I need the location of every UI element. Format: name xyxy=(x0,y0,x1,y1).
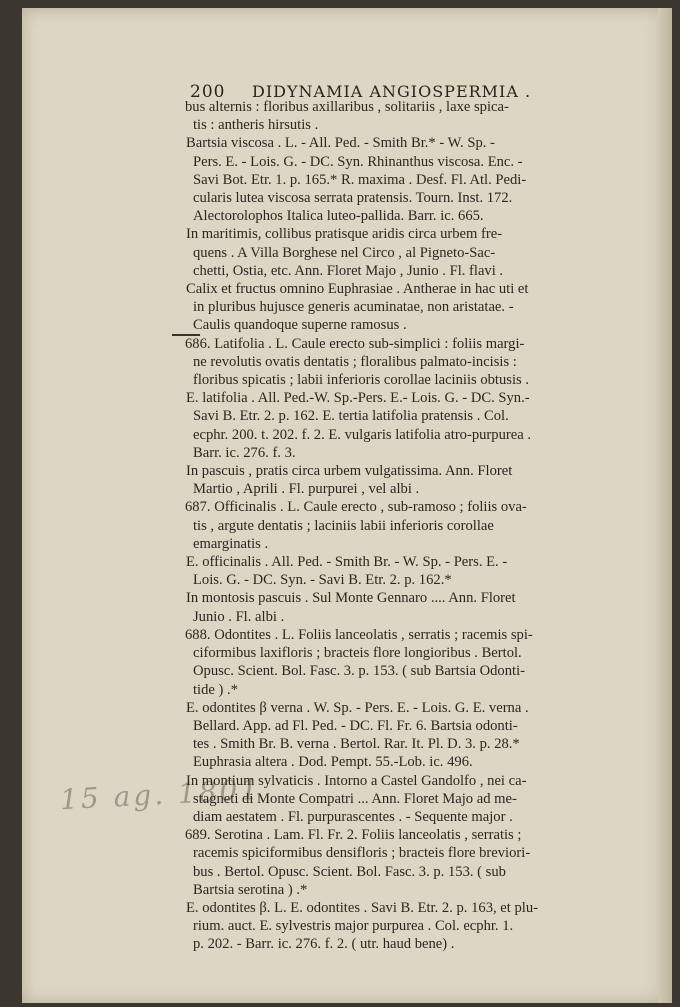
text-line: Martio , Aprili . Fl. purpurei , vel albi . xyxy=(193,481,420,498)
text-line: Bartsia viscosa . L. - All. Ped. - Smith Br.* - W. Sp. - xyxy=(186,135,495,152)
text-line: Alectorolophos Italica luteo-pallida. Barr. ic. 665. xyxy=(193,208,484,225)
text-line: Savi Bot. Etr. 1. p. 165.* R. maxima . Desf. Fl. Atl. Pedi- xyxy=(193,171,527,188)
text-line: Bellard. App. ad Fl. Ped. - DC. Fl. Fr. 6. Bartsia odonti- xyxy=(193,717,518,734)
text-line: E. officinalis . All. Ped. - Smith Br. - W. Sp. - Pers. E. - xyxy=(186,554,508,571)
text-line: cularis lutea viscosa serrata pratensis. Tourn. Inst. 172. xyxy=(193,190,513,207)
text-line: In montium sylvaticis . Intorno a Castel Gandolfo , nei ca- xyxy=(186,772,527,789)
text-line: rium. auct. E. sylvestris major purpurea . Col. ecphr. 1. xyxy=(193,918,514,935)
text-line: floribus spicatis ; labii inferioris corollae laciniis obtusis . xyxy=(193,372,529,389)
page-body-text xyxy=(185,98,645,954)
text-line: ne revolutis ovatis dentatis ; floralibus palmato-incisis : xyxy=(193,353,517,370)
text-line: diam aestatem . Fl. purpurascentes . - Sequente major . xyxy=(193,808,513,825)
species-entry-687: 687. Officinalis . L. Caule erecto , sub-ramoso ; foliis ova- xyxy=(185,499,527,516)
text-line: quens . A Villa Borghese nel Circo , al Pigneto-Sac- xyxy=(193,244,496,261)
text-line: E. odontites β. L. E. odontites . Savi B. Etr. 2. p. 163, et plu- xyxy=(186,899,538,916)
page-edge xyxy=(658,8,672,1003)
text-line: Barr. ic. 276. f. 3. xyxy=(193,444,296,461)
text-line: Junio . Fl. albi . xyxy=(193,608,285,625)
text-line: In montosis pascuis . Sul Monte Gennaro .... Ann. Floret xyxy=(186,590,516,607)
text-line: Caulis quandoque superne ramosus . xyxy=(193,317,407,334)
margin-handwritten-note: 15 ag. 1801 xyxy=(59,772,262,817)
species-entry-688: 688. Odontites . L. Foliis lanceolatis , serratis ; racemis spi- xyxy=(185,626,533,643)
text-line: ciformibus laxifloris ; bracteis flore longioribus . Bertol. xyxy=(193,645,522,662)
text-line: bus . Bertol. Opusc. Scient. Bol. Fasc. 3. p. 153. ( sub xyxy=(193,863,506,880)
text-line: In maritimis, collibus pratisque aridis circa urbem fre- xyxy=(186,226,503,243)
running-title: DIDYNAMIA ANGIOSPERMIA . xyxy=(252,82,532,101)
species-entry-689: 689. Serotina . Lam. Fl. Fr. 2. Foliis lanceolatis , serratis ; xyxy=(185,827,522,844)
text-line: Lois. G. - DC. Syn. - Savi B. Etr. 2. p. 162.* xyxy=(193,572,452,589)
text-line: Bartsia serotina ) .* xyxy=(193,881,308,898)
text-line: racemis spiciformibus densifloris ; bracteis flore breviori- xyxy=(193,845,531,862)
text-line: ecphr. 200. t. 202. f. 2. E. vulgaris latifolia atro-purpurea . xyxy=(193,426,531,443)
text-line: tis , argute dentatis ; laciniis labii inferioris corollae xyxy=(193,517,494,534)
text-line: chetti, Ostia, etc. Ann. Floret Majo , Junio . Fl. flavi . xyxy=(193,262,504,279)
text-line: Opusc. Scient. Bol. Fasc. 3. p. 153. ( sub Bartsia Odonti- xyxy=(193,663,525,680)
text-line: Calix et fructus omnino Euphrasiae . Antherae in hac uti et xyxy=(186,281,529,298)
text-line: stagneti di Monte Compatri ... Ann. Floret Majo ad me- xyxy=(193,790,517,807)
page-number: 200 xyxy=(190,82,226,102)
text-line: Savi B. Etr. 2. p. 162. E. tertia latifolia pratensis . Col. xyxy=(193,408,509,425)
text-line: E. latifolia . All. Ped.-W. Sp.-Pers. E.- Lois. G. - DC. Syn.- xyxy=(186,390,530,407)
text-line: p. 202. - Barr. ic. 276. f. 2. ( utr. haud bene) . xyxy=(193,936,455,953)
text-line: in pluribus hujusce generis acuminatae, non aristatae. - xyxy=(193,299,514,316)
text-line: Pers. E. - Lois. G. - DC. Syn. Rhinanthus viscosa. Enc. - xyxy=(193,153,523,170)
text-line: Euphrasia altera . Dod. Pempt. 55.-Lob. ic. 496. xyxy=(193,754,473,771)
text-line: In pascuis , pratis circa urbem vulgatissima. Ann. Floret xyxy=(186,463,513,480)
text-line: tide ) .* xyxy=(193,681,238,698)
text-line: emarginatis . xyxy=(193,535,269,552)
text-line: tis : antheris hirsutis . xyxy=(193,117,319,134)
text-line: bus alternis : floribus axillaribus , solitariis , laxe spica- xyxy=(185,99,509,115)
text-line: E. odontites β verna . W. Sp. - Pers. E. - Lois. G. E. verna . xyxy=(186,699,529,716)
text-line: tes . Smith Br. B. verna . Bertol. Rar. It. Pl. D. 3. p. 28.* xyxy=(193,736,520,753)
species-entry-686: 686. Latifolia . L. Caule erecto sub-simplici : foliis margi- xyxy=(185,335,525,352)
